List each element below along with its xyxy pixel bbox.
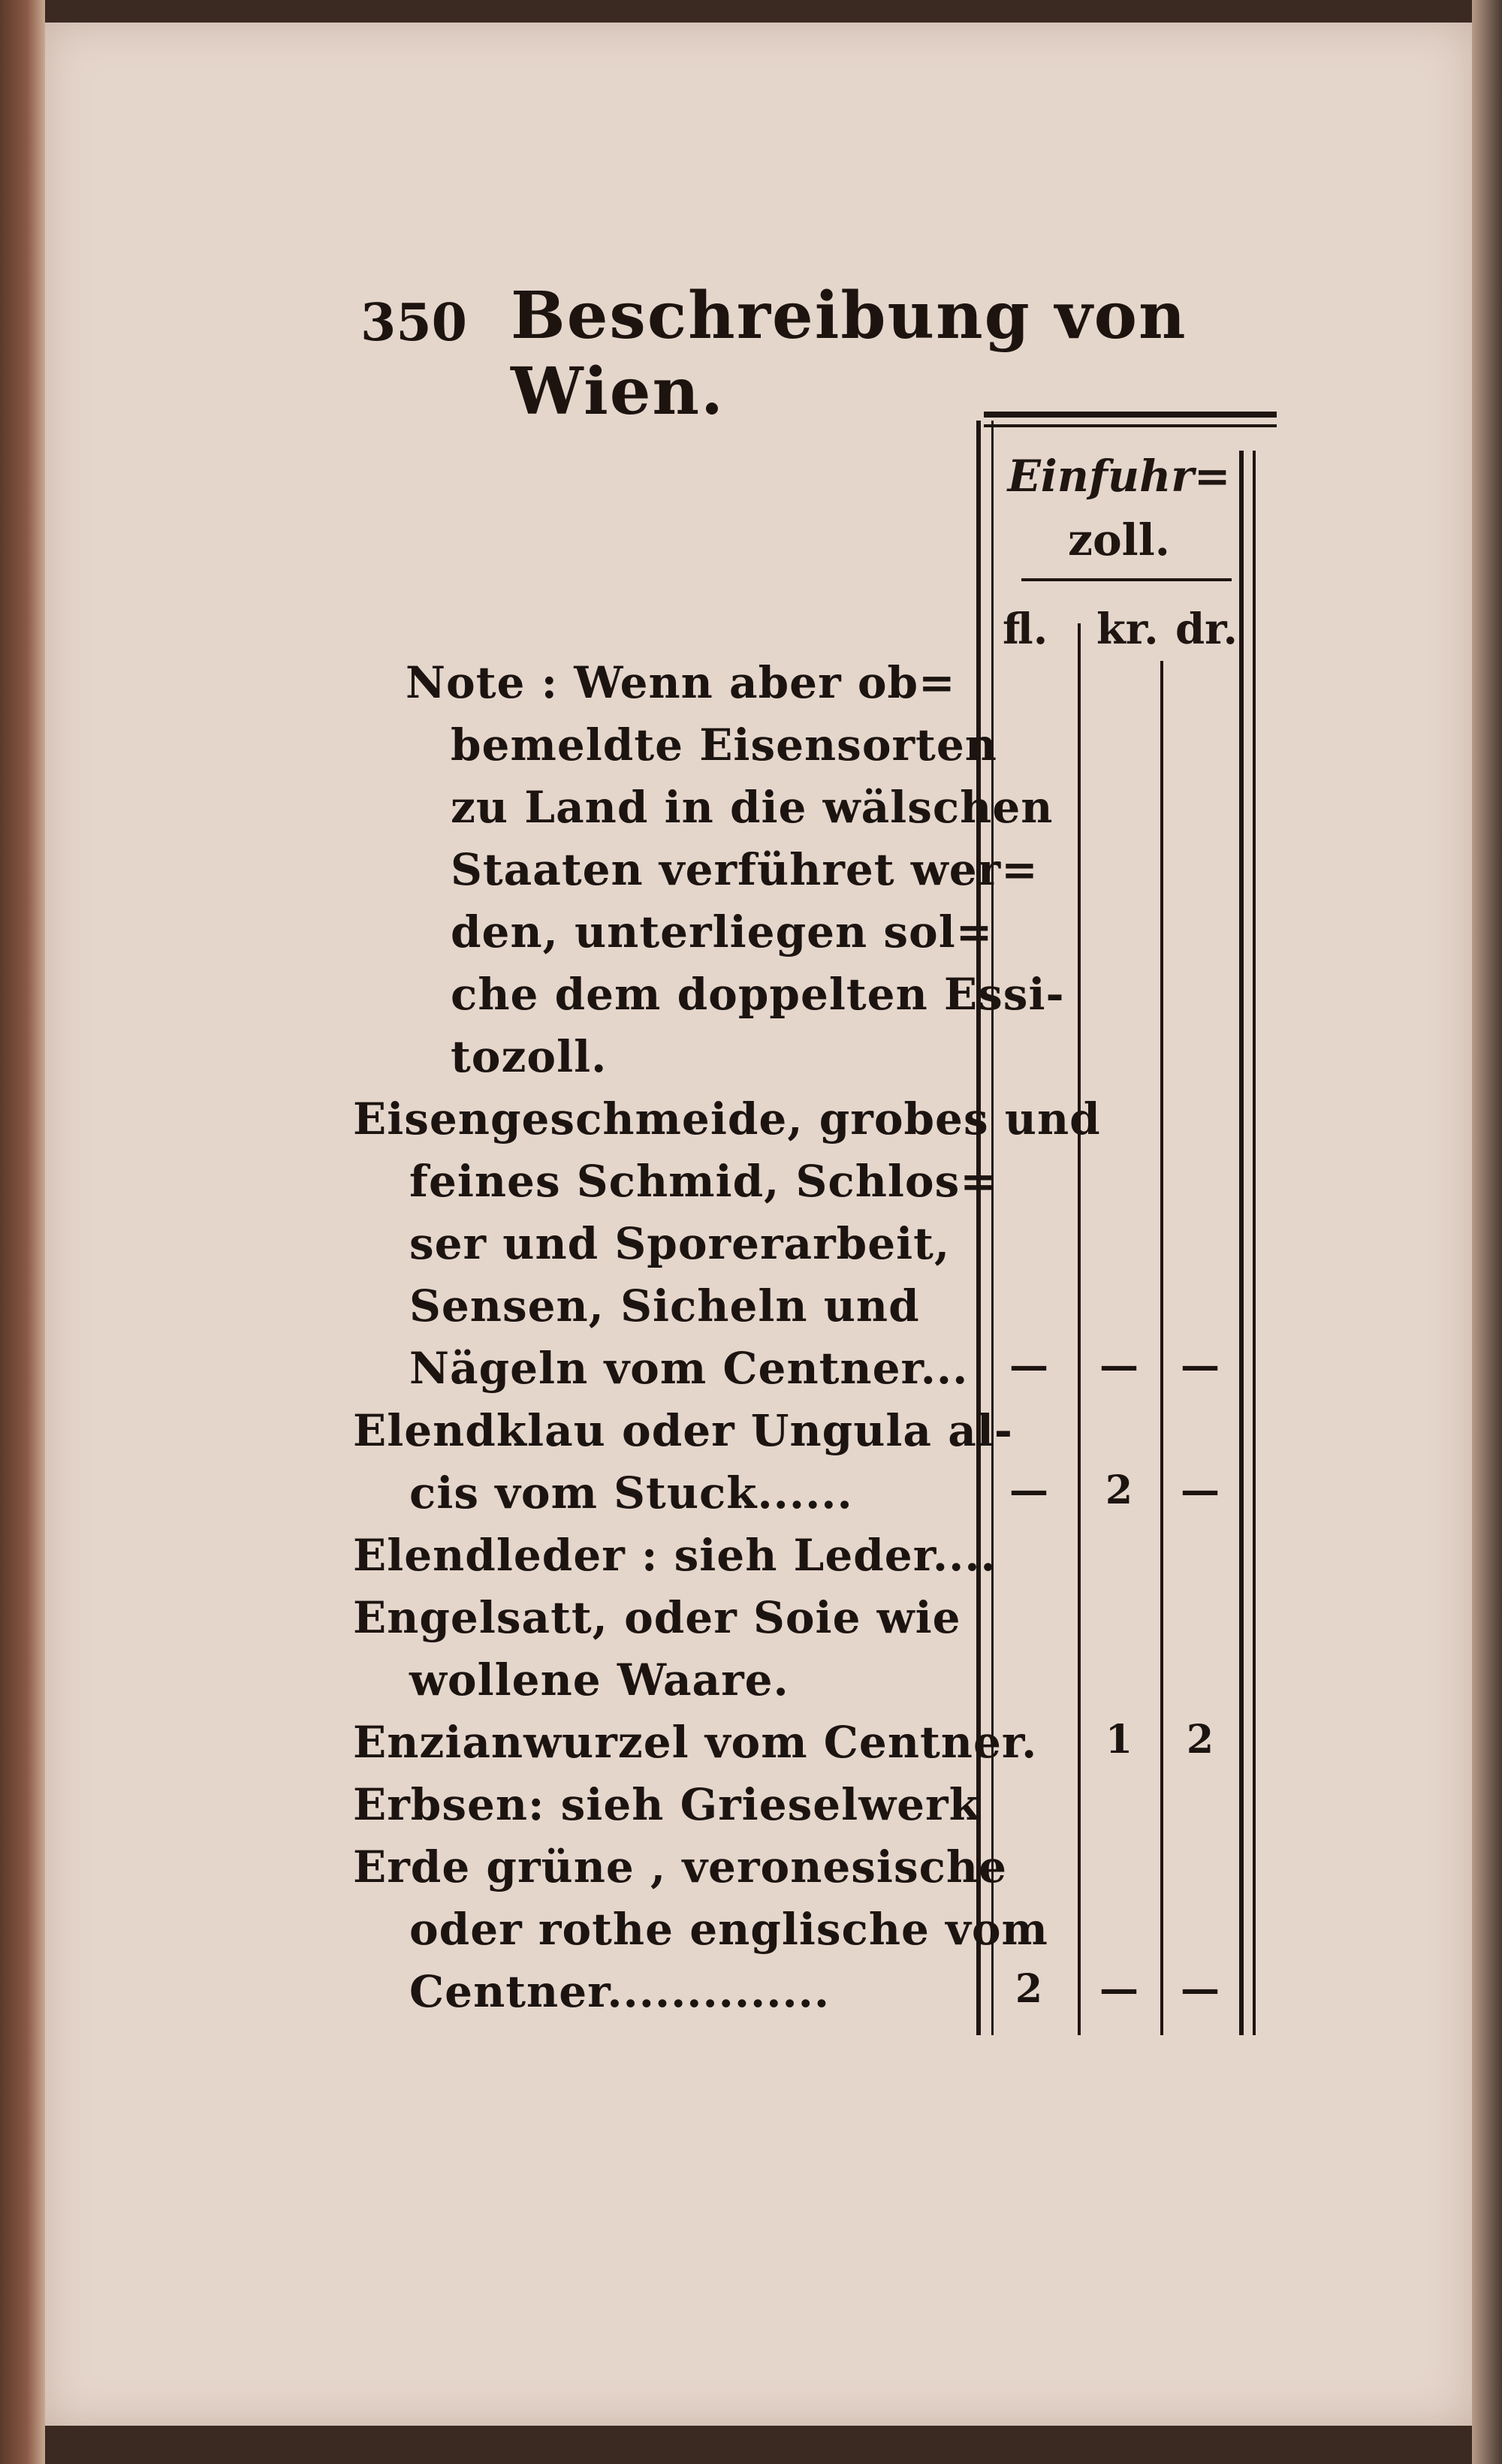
entry-line: Erbsen: sieh Grieselwerk <box>353 1779 980 1830</box>
entry-line: bemeldte Eisensorten <box>451 719 997 771</box>
entry-line: Elendklau oder Ungula al- <box>353 1405 1013 1456</box>
entry-line: oder rothe englische vom <box>409 1904 1048 1955</box>
running-title: Beschreibung von Wien. <box>511 278 1187 430</box>
entry-line: che dem doppelten Essi- <box>451 969 1065 1020</box>
entry-line: Engelsatt, oder Soie wie <box>353 1592 961 1643</box>
entry-line: tozoll. <box>451 1031 608 1082</box>
value-dr: 2 <box>1186 1717 1214 1763</box>
value-dr: — <box>1181 1343 1220 1389</box>
value-fl: — <box>1009 1467 1048 1513</box>
entry-line: Note : Wenn aber ob= <box>406 657 956 708</box>
right-border-inner <box>1253 451 1256 2035</box>
left-border-inner <box>991 421 994 2035</box>
entry-line: Sensen, Sicheln und <box>409 1280 920 1332</box>
divider-fl-kr <box>1078 623 1081 2035</box>
entry-line: cis vom Stuck...... <box>409 1467 853 1519</box>
value-fl: — <box>1009 1343 1048 1389</box>
entry-line: Enzianwurzel vom Centner. <box>353 1717 1038 1768</box>
value-fl: 2 <box>1015 1966 1043 2012</box>
entry-line: ser und Sporerarbeit, <box>409 1218 951 1269</box>
entry-line: den, unterliegen sol= <box>451 906 994 958</box>
value-dr: — <box>1181 1467 1220 1513</box>
value-kr: 2 <box>1105 1467 1133 1513</box>
right-border <box>1239 451 1244 2035</box>
entry-line: Centner.............. <box>409 1966 831 2017</box>
entry-line: Eisengeschmeide, grobes und <box>353 1093 1101 1145</box>
page-number: 350 <box>360 293 467 353</box>
value-kr: — <box>1099 1343 1139 1389</box>
entry-line: Erde grüne , veronesische <box>353 1841 1007 1892</box>
divider-kr-dr <box>1160 661 1163 2035</box>
entry-line: feines Schmid, Schlos= <box>409 1156 997 1207</box>
unit-fl: fl. <box>1003 605 1048 654</box>
value-dr: — <box>1181 1966 1220 2012</box>
header-underline <box>1021 578 1232 581</box>
column-title-line2: zoll. <box>1068 514 1170 565</box>
top-rule-thin <box>984 424 1277 427</box>
column-title-line1: Einfuhr= <box>1007 451 1231 502</box>
unit-kr: kr. <box>1096 605 1159 654</box>
entry-line: zu Land in die wälschen <box>451 782 1054 833</box>
entry-line: Elendleder : sieh Leder.... <box>353 1530 997 1581</box>
value-kr: 1 <box>1105 1717 1133 1763</box>
entry-line: Staaten verführet wer= <box>451 844 1039 895</box>
entry-line: wollene Waare. <box>409 1654 789 1705</box>
top-rule <box>984 412 1277 418</box>
entry-line: Nägeln vom Centner... <box>409 1343 969 1394</box>
unit-dr: dr. <box>1175 605 1238 654</box>
value-kr: — <box>1099 1966 1139 2012</box>
